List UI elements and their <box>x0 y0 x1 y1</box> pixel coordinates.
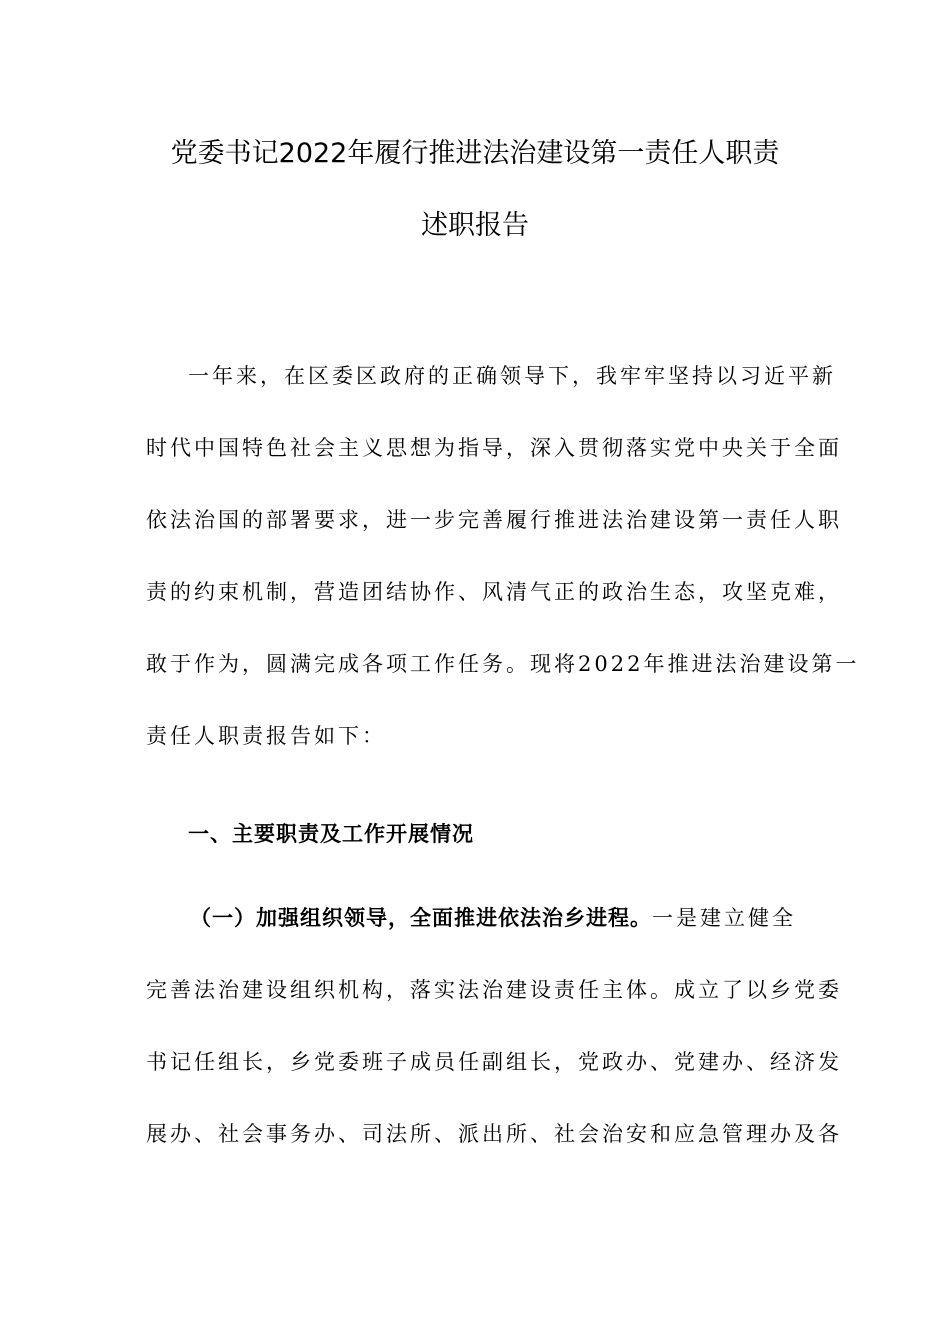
intro-line: 时代中国特色社会主义思想为指导，深入贯彻落实党中央关于全面 <box>146 436 842 460</box>
intro-line: 一年来，在区委区政府的正确领导下，我牢牢坚持以习近平新 <box>188 364 836 388</box>
intro-line: 敢于作为，圆满完成各项工作任务。现将2022年推进法治建设第一 <box>146 652 860 676</box>
subsection-first-line <box>190 898 806 938</box>
document-title-line-2: 述职报告 <box>421 210 529 241</box>
subsection-first-line-rest: 一是建立健全 <box>652 906 796 930</box>
intro-line: 依法治国的部署要求，进一步完善履行推进法治建设第一责任人职 <box>146 508 842 532</box>
document-title-line-1: 党委书记2022年履行推进法治建设第一责任人职责 <box>170 138 780 169</box>
subsection-line: 书记任组长，乡党委班子成员任副组长，党政办、党建办、经济发 <box>146 1050 842 1074</box>
subsection-line: 完善法治建设组织机构，落实法治建设责任主体。成立了以乡党委 <box>146 978 842 1002</box>
subsection-heading: （一）加强组织领导，全面推进依法治乡进程。 <box>190 906 652 930</box>
section-heading: 一、主要职责及工作开展情况 <box>188 822 474 846</box>
subsection-line: 展办、社会事务办、司法所、派出所、社会治安和应急管理办及各 <box>146 1122 842 1146</box>
intro-line: 责任人职责报告如下： <box>146 724 386 748</box>
intro-line: 责的约束机制，营造团结协作、风清气正的政治生态，攻坚克难， <box>146 580 842 604</box>
